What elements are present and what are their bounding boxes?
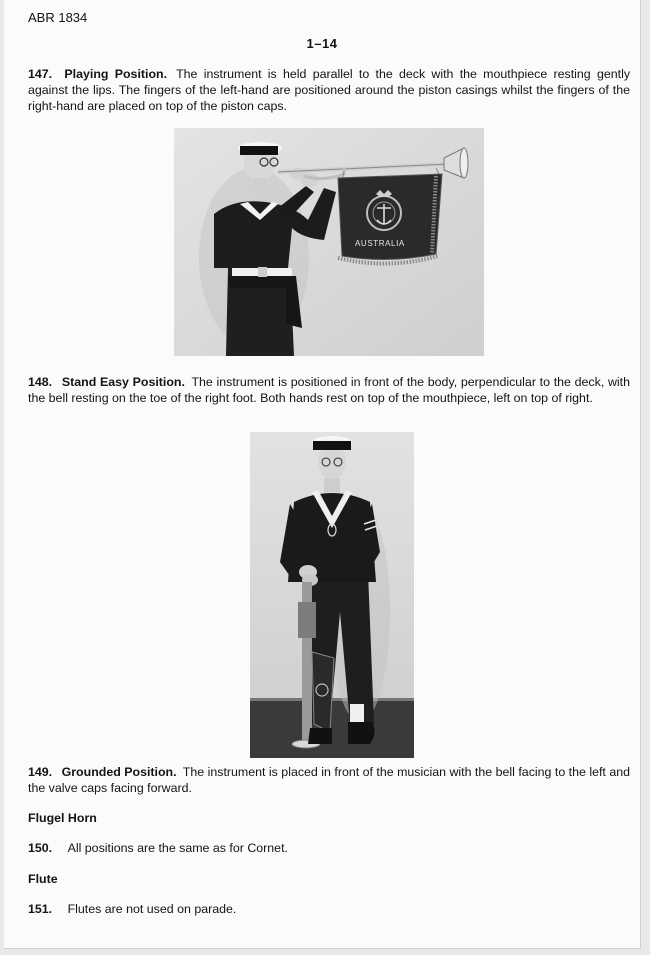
stand-easy-position-illustration: [250, 432, 414, 758]
document-id: ABR 1834: [28, 10, 88, 25]
paragraph-number: 147.: [28, 67, 53, 81]
paragraph-text: All positions are the same as for Cornet.: [67, 841, 288, 855]
paragraph-number: 149.: [28, 765, 53, 779]
section-heading-flugel-horn: Flugel Horn: [28, 811, 97, 825]
section-heading-flute: Flute: [28, 872, 58, 886]
paragraph-number: 150.: [28, 841, 53, 855]
paragraph-heading: Playing Position.: [64, 67, 168, 81]
paragraph-149: [28, 764, 630, 796]
paragraph-heading: Grounded Position.: [61, 765, 177, 779]
paragraph-text: The instrument is positioned in front of the body, perpendicular to the deck, with the bell resting on the toe of the right foot. Both hands rest on top of the mouthpiece, left on top of right.: [28, 375, 631, 405]
paragraph-number: 151.: [28, 902, 53, 916]
page-number: 1–14: [306, 36, 338, 51]
paragraph-number: 148.: [28, 375, 53, 389]
playing-position-illustration: [174, 128, 484, 356]
photo-playing-position: [174, 128, 484, 356]
paragraph-text: The instrument is held parallel to the deck with the mouthpiece resting gently against the lips. The fingers of the left-hand are positioned around the piston casings whilst the fingers of the right-hand are placed on top of the piston caps.: [28, 67, 631, 113]
paragraph-148: [28, 374, 630, 406]
paragraph-heading: Stand Easy Position.: [61, 375, 185, 389]
paragraph-text: Flutes are not used on parade.: [67, 902, 237, 916]
banner-text: AUSTRALIA: [355, 239, 405, 248]
paragraph-151: [28, 901, 630, 917]
paragraph-150: [28, 840, 630, 856]
paragraph-text: The instrument is placed in front of the musician with the bell facing to the left and the valve caps facing forward.: [28, 765, 631, 795]
photo-stand-easy-position: [250, 432, 414, 758]
document-page: [4, 0, 641, 949]
paragraph-147: [28, 66, 630, 114]
